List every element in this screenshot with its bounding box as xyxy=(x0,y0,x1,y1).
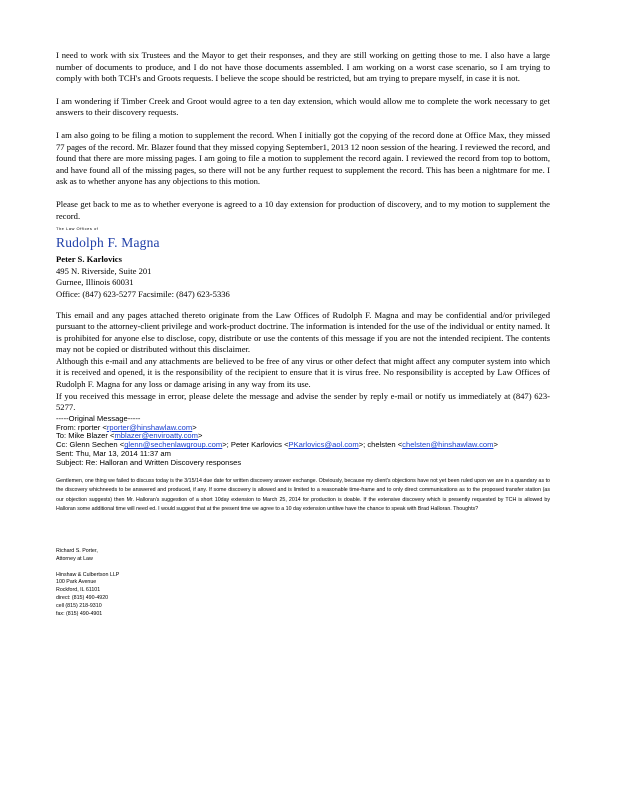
from-email-link[interactable]: rporter@hinshawlaw.com xyxy=(106,422,193,432)
body-paragraph-4: Please get back to me as to whether everyone is agreed to a 10 day extension for production of discovery, and to my motion to supplement the record. xyxy=(56,198,550,221)
email-body xyxy=(56,50,550,414)
sent-line: Sent: Thu, Mar 13, 2014 11:37 am xyxy=(56,449,171,459)
disclaimer-error: If you received this message in error, please delete the message and advise the sender by reply e-mail or notify us immediately at (847) 623-5277. xyxy=(56,390,550,413)
porter-title: Attorney at Law xyxy=(56,555,93,562)
porter-firm: Hinshaw & Culbertson LLP xyxy=(56,571,120,578)
to-email-link[interactable]: mblazer@enviroatty.com xyxy=(114,431,198,441)
body-paragraph-2: I am wondering if Timber Creek and Groot would agree to a ten day extension, which would allow me to complete the work necessary to get answers to their discovery requests. xyxy=(56,95,550,118)
attorney-name: Peter S. Karlovics xyxy=(56,254,122,265)
from-end: > xyxy=(192,422,197,432)
porter-cell-phone: cell (815) 218-9310 xyxy=(56,602,102,609)
to-end: > xyxy=(197,431,203,441)
cc-email-link-3[interactable]: chelsten@hinshawlaw.com xyxy=(402,440,494,450)
body-paragraph-3: I am also going to be filing a motion to supplement the record. When I initially got the copying of the record done at Office Max, they missed 77 pages of the record. Mr. Blazer found that they missed copying September1, 2013 12 noon session of the hearing. I reviewed the record, and found that there are more missing pages. I am going to file a motion to supplement the record again. I reviewed the record from top to bottom, and have found all of the missing pages, so there will not be any further request to supplement the record. This has been a nightmare for me. I ask as to whether anyone has any objections to this motion. xyxy=(56,129,550,187)
address-line-1: 495 N. Riverside, Suite 201 xyxy=(56,265,152,276)
cc-email-link-1[interactable]: glenn@sechenlawgroup.com xyxy=(124,440,223,450)
original-message-body: Gentlemen, one thing we failed to discuss today is the 3/15/14 due date for written discovery answer exchange. Obviously, because my client's objections have not yet been ruled upon we are in a quandary as to the discovery whichneeds to be answered and produced, if any. If some discovery is allowed and is limited to a reasonable time-frame and to only direct communications as to the proposed transfer station (as our objection suggests) then Mr. Halloran's suggestion of a short 10day extension to March 25, 2014 for production is doable. If the extensive discovery which is presently requested by TCH is allowed by Halloran some additional time will need ed. I would suggest that at the present time we agree to a 10 day extension untilwe have the chance to speak with Brad Halloran. Thoughts? xyxy=(56,477,550,513)
porter-name: Richard S. Porter, xyxy=(56,548,98,554)
cc-label: Cc: Glenn Sechen < xyxy=(56,440,125,450)
sender-signature xyxy=(56,226,550,300)
from-label: From: rporter < xyxy=(56,422,107,432)
porter-spacer xyxy=(56,564,550,572)
body-paragraph-1: I need to work with six Trustees and the Mayor to get their responses, and they are still working on getting those to me. I also have a large number of documents to produce, and I do not have those documents assembled. I am working on a worst case scenario, so I am trying to comply with both TCH's and Groots requests. I believe the scope should be restricted, but am trying to prepare myself, in case it is not. xyxy=(56,50,550,84)
firm-name: Rudolph F. Magna xyxy=(56,235,160,251)
subject-line: Subject: Re: Halloran and Written Discovery responses xyxy=(56,457,242,467)
disclaimer-virus: Although this e-mail and any attachments are believed to be free of any virus or other defect that might affect any computer system into which it is received and opened, it is the responsibility of the recipient to ensure that it is virus free. No responsibility is accepted by Law Offices of Rudolph F. Magna for any loss or damage arising in any way from its use. xyxy=(56,355,550,390)
porter-city: Rockford, IL 61101 xyxy=(56,587,101,594)
firm-caption: The Law Offices of xyxy=(56,226,99,232)
disclaimer-confidentiality: This email and any pages attached thereto originate from the Law Offices of Rudolph F. Magna and may be confidential and/or privileged pursuant to the attorney-client privilege and work-product doctrine. The information is intended for the use of the individual or entity named. It is prohibited for anyone else to disclose, copy, distribute or use the contents of this message if you are not the intended recipient. The contents may not be copied or distributed without this disclaimer. xyxy=(56,309,550,355)
phone-line: Office: (847) 623-5277 Facsimile: (847) 623-5336 xyxy=(56,288,230,299)
porter-signature xyxy=(56,548,550,618)
porter-street: 100 Park Avenue xyxy=(56,579,97,586)
email-page xyxy=(56,50,550,618)
cc-separator-2: >; chelsten < xyxy=(358,440,403,450)
porter-direct-phone: direct: (815) 490-4920 xyxy=(56,594,109,601)
cc-separator-1: >; Peter Karlovics < xyxy=(222,440,289,450)
legal-disclaimer xyxy=(56,310,550,414)
to-label: To: Mike Blazer < xyxy=(56,431,115,441)
porter-fax: fax: (815) 490-4901 xyxy=(56,610,103,617)
cc-end: > xyxy=(493,440,498,450)
address-line-2: Gurnee, Illinois 60031 xyxy=(56,277,134,288)
original-message-header xyxy=(56,415,550,468)
original-message-separator: -----Original Message----- xyxy=(56,413,141,423)
cc-email-link-2[interactable]: PKarlovics@aol.com xyxy=(288,440,359,450)
